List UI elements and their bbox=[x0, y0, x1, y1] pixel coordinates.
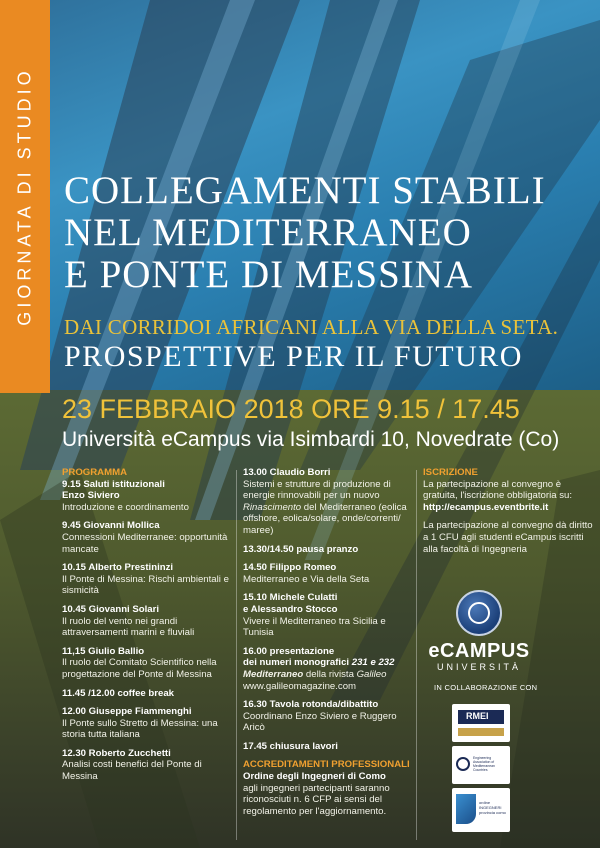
program-entry bbox=[243, 592, 413, 638]
entry-desc: Connessioni Mediterranee: opportunità mancate bbox=[62, 531, 228, 555]
entry-title: 13.30/14.50 pausa pranzo bbox=[243, 543, 359, 555]
program-entry bbox=[62, 706, 232, 741]
partner-name: ordine INGEGNERI provincia como bbox=[479, 800, 506, 815]
registration-link[interactable]: http://ecampus.eventbrite.it bbox=[423, 501, 549, 513]
event-title bbox=[64, 170, 594, 296]
program-heading: PROGRAMMA bbox=[62, 467, 128, 478]
entry-desc: Il ruolo del Comitato Scientifico nella progettazione del Ponte di Messina bbox=[62, 657, 217, 680]
entry-desc: Il ruolo del vento nei grandi attraversamenti marini e fluviali bbox=[62, 615, 195, 639]
collaboration-label: IN COLLABORAZIONE CON bbox=[434, 683, 538, 692]
entry-desc: Coordinano Enzo Siviero e Ruggero Aricò bbox=[243, 710, 397, 734]
entry-title-italic: Galileo bbox=[356, 668, 387, 680]
partner-name: RMEI bbox=[466, 711, 489, 721]
logo-wordmark: eCAMPUS bbox=[428, 640, 530, 662]
partner-name: Engineering Association of Mediterranean Countries bbox=[473, 756, 495, 772]
program-entry bbox=[62, 562, 232, 597]
entry-title: 11.45 /12.00 coffee break bbox=[62, 687, 175, 699]
entry-title: 17.45 chiusura lavori bbox=[243, 740, 338, 752]
partner-logo-ordine bbox=[452, 788, 510, 832]
registration-text: La partecipazione al convegno è gratuita, l'iscrizione obbligatoria su: bbox=[423, 478, 573, 502]
ecampus-seal-icon bbox=[456, 590, 502, 636]
subtitle-line-2: PROSPETTIVE PER IL FUTURO bbox=[64, 340, 523, 373]
registration-entry bbox=[423, 479, 595, 514]
entry-desc bbox=[243, 479, 413, 537]
program-entry bbox=[62, 688, 232, 700]
registration-cfu-text: La partecipazione al convegno dà diritto a 1 CFU agli studenti eCampus iscritti alla facoltà di Ingegneria bbox=[423, 520, 593, 555]
entry-title: 12.00 Giuseppe Fiammenghi bbox=[62, 706, 192, 718]
entry-title-part: della rivista bbox=[305, 668, 354, 680]
title-line: NEL MEDITERRANEO bbox=[64, 211, 472, 254]
entry-desc: Mediterraneo e Via della Seta bbox=[243, 573, 370, 585]
entry-desc: Analisi costi benefici del Ponte di Messina bbox=[62, 759, 202, 783]
entry-title: 16.30 Tavola rotonda/dibattito bbox=[243, 699, 379, 711]
program-column-2 bbox=[243, 467, 413, 824]
registration-column bbox=[423, 467, 595, 562]
partner-logo-association bbox=[452, 746, 510, 784]
entry-speaker: e Alessandro Stocco bbox=[243, 603, 338, 615]
event-date-time: 23 FEBBRAIO 2018 ORE 9.15 / 17.45 bbox=[62, 394, 520, 424]
entry-desc: Introduzione e coordinamento bbox=[62, 501, 189, 513]
side-band bbox=[0, 0, 50, 393]
seal-inner-ring bbox=[468, 602, 490, 624]
entry-desc-part: Sistemi e strutture di produzione di energie rinnovabili per un nuovo bbox=[243, 478, 391, 502]
accreditation-heading: ACCREDITAMENTI PROFESSIONALI bbox=[243, 759, 410, 771]
program-entry bbox=[243, 467, 413, 537]
program-entry bbox=[62, 646, 232, 681]
entry-title-line bbox=[243, 669, 413, 681]
entry-title: 14.50 Filippo Romeo bbox=[243, 562, 337, 574]
entry-title: 11,15 Giulio Ballio bbox=[62, 645, 145, 657]
entry-title: Ordine degli Ingegneri di Como bbox=[243, 771, 386, 783]
entry-title: 10.45 Giovanni Solari bbox=[62, 603, 160, 615]
entry-title: 13.00 Claudio Borri bbox=[243, 467, 331, 478]
program-entry bbox=[62, 520, 232, 555]
entry-desc-italic: Rinascimento bbox=[243, 501, 302, 513]
entry-desc: Il Ponte di Messina: Rischi ambientali e sismicità bbox=[62, 573, 229, 597]
event-venue: Università eCampus via Isimbardi 10, Novedrate (Co) bbox=[62, 428, 560, 451]
side-label: GIORNATA DI STUDIO bbox=[14, 67, 35, 326]
entry-title-part: dei numeri monografici bbox=[243, 657, 350, 669]
column-divider bbox=[416, 470, 417, 840]
ordine-shape-icon bbox=[456, 794, 476, 824]
program-entry bbox=[243, 699, 413, 734]
program-column-1 bbox=[62, 467, 232, 790]
title-line: E PONTE DI MESSINA bbox=[64, 253, 474, 296]
program-entry bbox=[243, 646, 413, 692]
entry-title: 9.15 Saluti istituzionali bbox=[62, 478, 165, 490]
entry-title: 15.10 Michele Culatti bbox=[243, 592, 338, 604]
program-entry bbox=[62, 479, 232, 514]
entry-desc: Vivere il Mediterraneo tra Sicilia e Tunisia bbox=[243, 615, 386, 639]
entry-desc: agli ingegneri partecipanti saranno riconosciuti n. 6 CFP ai sensi del regolamento per l'aggiornamento. bbox=[243, 782, 390, 817]
entry-title: 9.45 Giovanni Mollica bbox=[62, 520, 160, 532]
entry-title: 12.30 Roberto Zucchetti bbox=[62, 747, 171, 759]
entry-title-italic: Mediterraneo bbox=[243, 668, 304, 680]
entry-title: 16.00 presentazione bbox=[243, 645, 335, 657]
association-globe-icon bbox=[456, 757, 470, 771]
rmei-bar-icon bbox=[458, 728, 504, 736]
registration-entry bbox=[423, 520, 595, 555]
entry-site-link[interactable]: www.galileomagazine.com bbox=[243, 680, 357, 692]
entry-title-line bbox=[243, 657, 413, 669]
entry-desc-part: del Mediterraneo (eolica offshore, eolica/solare, onde/correnti/ maree) bbox=[243, 501, 407, 536]
subtitle-line-1: DAI CORRIDOI AFRICANI ALLA VIA DELLA SETA. bbox=[64, 315, 559, 339]
program-entry bbox=[243, 544, 413, 556]
entry-speaker: Enzo Siviero bbox=[62, 490, 120, 502]
column-divider bbox=[236, 470, 237, 840]
ecampus-logo bbox=[424, 590, 534, 680]
entry-desc: Il Ponte sullo Stretto di Messina: una storia tutta italiana bbox=[62, 717, 218, 741]
accreditation-entry bbox=[243, 771, 413, 817]
program-entry bbox=[243, 741, 413, 753]
program-entry bbox=[62, 604, 232, 639]
entry-title: 10.15 Alberto Prestininzi bbox=[62, 562, 174, 574]
entry-title-italic: 231 e 232 bbox=[351, 657, 395, 669]
partner-logo-rmei bbox=[452, 704, 510, 742]
program-entry bbox=[243, 562, 413, 585]
registration-heading: ISCRIZIONE bbox=[423, 467, 478, 478]
logo-university: UNIVERSITÀ bbox=[436, 662, 521, 672]
title-line: COLLEGAMENTI STABILI bbox=[64, 169, 546, 212]
program-entry bbox=[62, 748, 232, 783]
